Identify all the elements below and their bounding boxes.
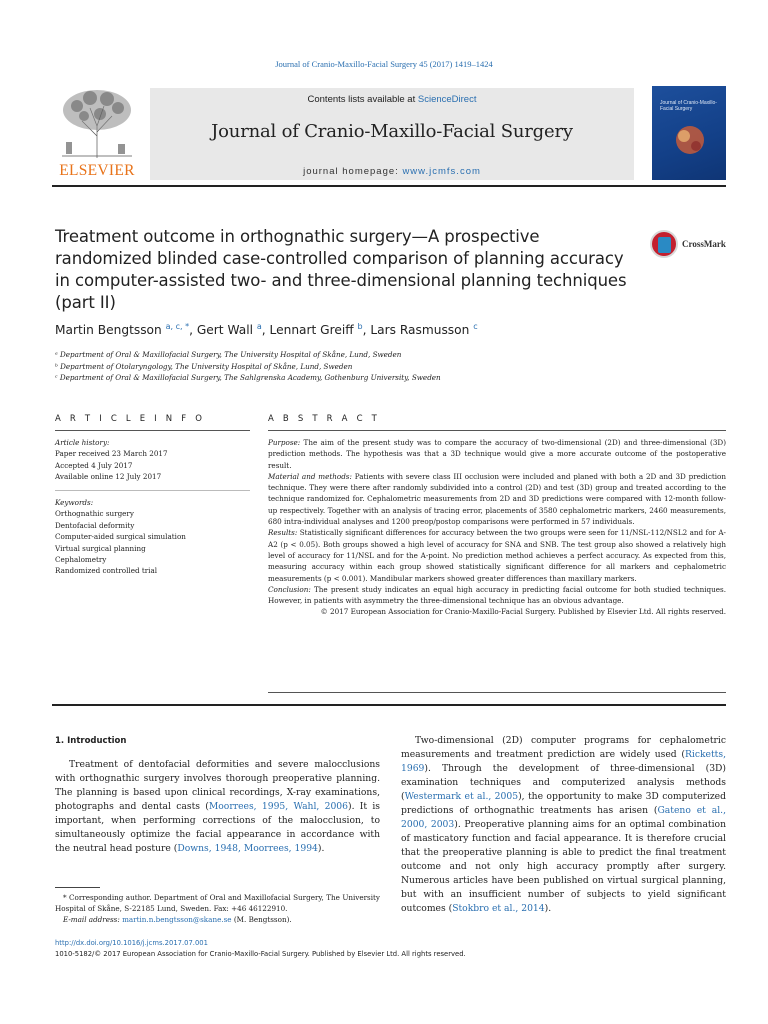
doi-link[interactable]: http://dx.doi.org/10.1016/j.jcms.2017.07.001 — [55, 939, 208, 947]
body-rule — [52, 704, 726, 706]
keyword-item: Cephalometry — [55, 555, 107, 565]
abstract-copyright: © 2017 European Association for Cranio-Maxillo-Facial Surgery. Published by Elsevier Ltd. All rights reserved. — [320, 607, 726, 617]
abstract-heading: A B S T R A C T — [268, 414, 380, 424]
purpose-text: The aim of the present study was to compare the accuracy of two-dimensional (2D) and three-dimensional (3D) prediction methods. The hypothesis was that a 3D technique would give a more accurate outcome of the postoperative result. — [268, 438, 726, 470]
homepage-line — [150, 166, 634, 177]
footnote-rule — [55, 887, 100, 888]
abstract-methods — [268, 471, 726, 527]
citation-link[interactable]: Moorrees, 1995, Wahl, 2006 — [208, 801, 348, 812]
intro-text: Two-dimensional (2D) computer programs for cephalometric measurements and treatment prediction are widely used ( — [401, 735, 726, 760]
sciencedirect-link[interactable]: ScienceDirect — [417, 94, 477, 105]
citation-link[interactable]: Gateno et al., 2000, 2003 — [401, 805, 726, 830]
keywords — [55, 497, 250, 577]
purpose-label: Purpose: — [268, 438, 301, 447]
email-link[interactable]: martin.n.bengtsson@skane.se — [122, 915, 232, 924]
elsevier-tree-icon — [52, 86, 142, 160]
section-heading: 1. Introduction — [55, 736, 127, 746]
abstract-body — [268, 437, 726, 618]
crossmark-badge[interactable] — [650, 228, 730, 262]
right-column — [401, 734, 726, 916]
author-affiliation-ref[interactable]: a, c, * — [165, 322, 190, 331]
history-item: Accepted 4 July 2017 — [55, 460, 133, 470]
methods-label: Material and methods: — [268, 471, 352, 481]
methods-text: Patients with severe class III occlusion were included and planed with both a 2D and 3D prediction technique. They were there after randomly subdivided into a control (2D) and test (3D) group and treated according to the technique randomized for. Cephalometric measurements from 2D and 3D predictions were compared with 12-month follow-up respectively. Together with an analysis of tracing error, placements of 3580 cephalometric markers, 2460 measurements, 680 intra-individual analyses and 1200 preop/postop comparisons were performed in 57 individuals. — [268, 471, 726, 527]
elsevier-wordmark: ELSEVIER — [59, 162, 135, 179]
cover-title: Journal of Cranio-Maxillo-Facial Surgery — [660, 100, 717, 112]
keyword-item: Orthognathic surgery — [55, 509, 134, 519]
abstract-bottom-rule — [268, 692, 726, 693]
footnote — [55, 892, 380, 925]
author-name: Martin Bengtsson — [55, 323, 162, 338]
keyword-item: Virtual surgical planning — [55, 543, 146, 553]
affiliation: ᵃ Department of Oral & Maxillofacial Surgery, The University Hospital of Skåne, Lund, Sweden — [55, 350, 402, 359]
intro-text: ). Through the development of three-dimensional (3D) examination techniques and computerized analysis methods ( — [401, 763, 726, 802]
crossmark-label: CrossMark — [682, 239, 726, 249]
homepage-prefix: journal homepage: — [303, 166, 403, 177]
elsevier-logo — [52, 86, 142, 180]
author-name: Lars Rasmusson — [370, 323, 470, 338]
contents-prefix: Contents lists available at — [307, 94, 418, 105]
author-affiliation-ref[interactable]: b — [357, 322, 363, 331]
author-name: Gert Wall — [196, 323, 253, 338]
intro-text: Treatment of dentofacial deformities and severe malocclusions with orthognathic surgery involves thorough preoperative planning. The planning is based upon clinical recordings, X-ray examinations, photographs and dental casts ( — [55, 759, 380, 812]
history-label: Article history: — [55, 438, 110, 447]
abstract-rule — [268, 430, 726, 431]
intro-text: ). — [544, 903, 552, 914]
cover-illustration-icon — [652, 86, 726, 180]
intro-text: ). — [317, 843, 325, 854]
left-column — [55, 734, 380, 856]
crossmark-bookmark-icon — [658, 237, 671, 253]
results-label: Results: — [268, 528, 298, 538]
citation-link[interactable]: Downs, 1948, Moorrees, 1994 — [177, 843, 318, 854]
intro-text: ), the opportunity to make 3D computerized predictions of orthognathic treatments has arisen ( — [401, 791, 727, 816]
citation-link[interactable]: Westermark et al., 2005 — [404, 791, 519, 802]
conclusion-label: Conclusion: — [268, 584, 311, 594]
citation-link[interactable]: Ricketts, 1969 — [401, 749, 726, 774]
article-title: Treatment outcome in orthognathic surgery—A prospective randomized blinded case-controlled comparison of planning accuracy in computer-assisted two- and three-dimensional planning techniques (part II) — [55, 227, 627, 312]
journal-citation[interactable]: Journal of Cranio-Maxillo-Facial Surgery 45 (2017) 1419–1424 — [275, 59, 493, 69]
affiliations — [55, 349, 675, 384]
corresponding-author-note: * Corresponding author. Department of Oral and Maxillofacial Surgery, The University Hospital of Skåne, S-22185 Lund, Sweden. Fax: +46 46122910. — [55, 893, 380, 913]
contents-line — [150, 94, 634, 105]
keyword-item: Computer-aided surgical simulation — [55, 532, 186, 542]
history-rule — [55, 490, 250, 491]
history-item: Available online 12 July 2017 — [55, 472, 162, 482]
results-text: Statistically significant differences for accuracy between the two groups were seen for 11/NSL-112/NSL2 and for A-A2 (p < 0.05). Both groups showed a high level of accuracy for SNA and SNB. The test group also showed a relatively high level of accuracy for 11/NSL and for the A-point. No prediction method achieves a perfect accuracy. As expected from this, measuring accuracy within each group showed statistically significant difference for all markers and cephalometric measurements (p < 0.001). Mandibular markers showed greater differences than maxillary markers. — [268, 528, 726, 583]
journal-name: Journal of Cranio-Maxillo-Facial Surgery — [211, 121, 573, 142]
email-line — [55, 914, 380, 925]
intro-text: ). It is important, when performing corrections of the malocclusion, to simultaneously optimize the facial appearance in accordance with the neutral head posture ( — [55, 801, 381, 854]
article-info-heading: A R T I C L E I N F O — [55, 414, 206, 424]
abstract-results — [268, 527, 726, 583]
email-label: E-mail address: — [63, 915, 120, 924]
abstract-purpose — [268, 437, 726, 471]
keyword-item: Randomized controlled trial — [55, 566, 158, 576]
email-suffix: (M. Bengtsson). — [231, 915, 292, 924]
keyword-item: Dentofacial deformity — [55, 520, 135, 530]
affiliation: ᶜ Department of Oral & Maxillofacial Surgery, The Sahlgrenska Academy, Gothenburg University, Sweden — [55, 373, 441, 382]
article-history — [55, 437, 250, 483]
homepage-link[interactable]: www.jcmfs.com — [402, 166, 481, 177]
abstract-conclusion — [268, 584, 726, 607]
issn-line: 1010-5182/© 2017 European Association for Cranio-Maxillo-Facial Surgery. Published by Elsevier Ltd. All rights reserved. — [55, 949, 466, 958]
conclusion-text: The present study indicates an equal high accuracy in predicting facial outcome for both studied techniques. However, in patients with asymmetry the three-dimensional technique has an obvious advantage. — [268, 584, 726, 606]
intro-text: ). Preoperative planning aims for an optimal combination of masticatory function and facial appearance. It is therefore crucial that the preoperative planning is able to predict the final treatment outcome and not only high accuracy promptly after surgery. Numerous articles have been published on virtual surgical planning, but with an insufficient number of subjects to yield significant outcomes ( — [401, 819, 727, 914]
intro-paragraph — [401, 734, 726, 916]
author-affiliation-ref[interactable]: a — [256, 322, 262, 331]
journal-cover-image[interactable] — [652, 86, 726, 180]
article-info-rule — [55, 430, 250, 431]
keywords-label: Keywords: — [55, 498, 94, 507]
citation-link[interactable]: Stokbro et al., 2014 — [452, 903, 545, 914]
history-item: Paper received 23 March 2017 — [55, 449, 168, 459]
journal-banner — [150, 88, 634, 180]
affiliation: ᵇ Department of Otolaryngology, The University Hospital of Skåne, Lund, Sweden — [55, 361, 353, 371]
doi-block — [55, 938, 655, 959]
author-name: Lennart Greiff — [269, 323, 354, 338]
header-rule — [52, 185, 726, 187]
author-line: Martin Bengtsson $^{a, c, *}$, Gert Wall $^a$, Lennart Greiff $^b$, Lars Rasmusson $^c$ — [55, 322, 478, 338]
intro-paragraph — [55, 758, 380, 856]
author-affiliation-ref[interactable]: c — [473, 322, 478, 331]
